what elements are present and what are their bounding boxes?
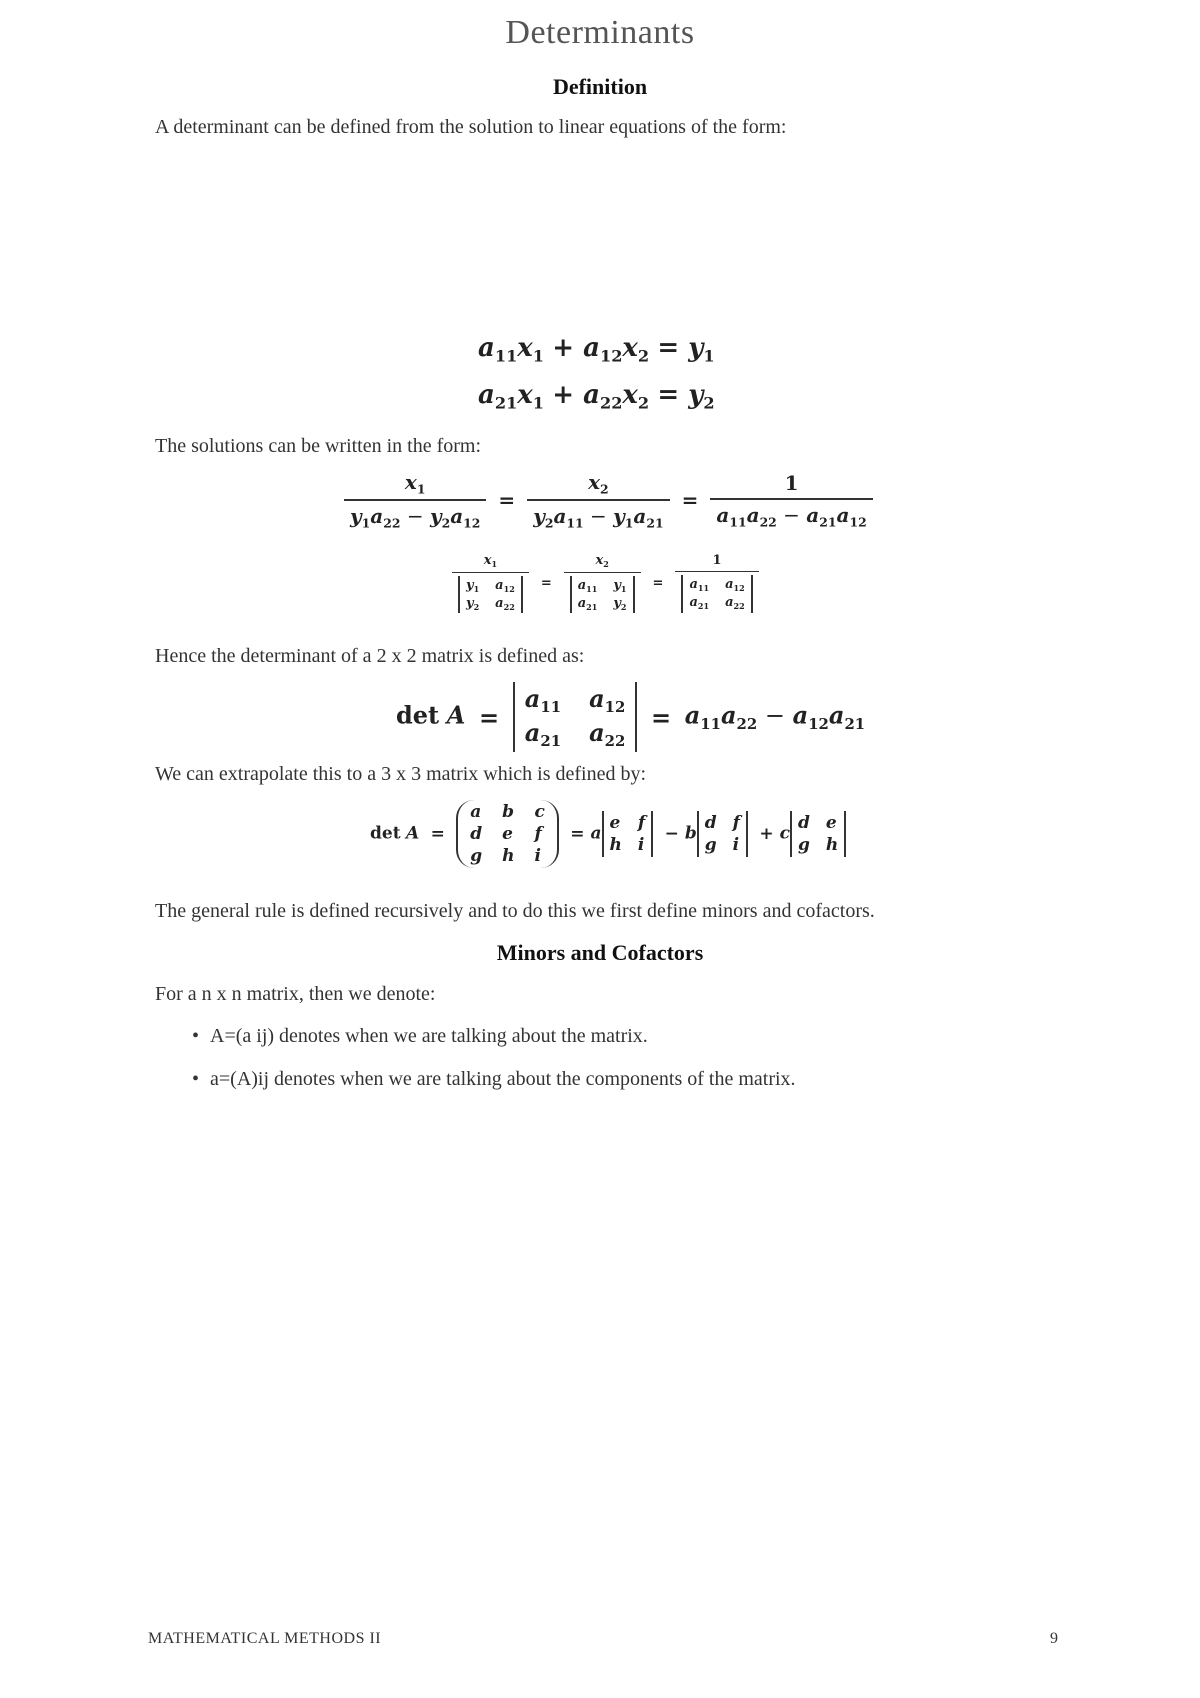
extrapolate-text: We can extrapolate this to a 3 x 3 matrix which is defined by: <box>155 763 647 785</box>
numerator-one: 1 <box>784 471 799 496</box>
det-label: det <box>396 700 440 730</box>
solution-fractions: $\frac{x_1}{y_1a_{22} - y_2a_{12}}$ = $\frac{x_2}{y_2a_{11} - y_1a_{21}}$ = $\frac{1}{a_{11}a_{22} - a_{21}a_{12}}$ <box>338 470 879 531</box>
solutions-text: The solutions can be written in the form: <box>155 435 482 457</box>
det-2x2-formula: det A = $a_{11}$ $a_{12}$ $a_{21}$ $a_{22}$ = $a_{11}a_{22} - a_{12}a_{21}$ <box>396 684 866 751</box>
numerator-one-small: 1 <box>712 553 722 569</box>
hence-text: Hence the determinant of a 2 x 2 matrix is defined as: <box>155 645 585 667</box>
definition-heading: Definition <box>552 74 648 99</box>
equation-2: $a_{21}x_1 + a_{22}x_2 = y_2$ <box>478 380 715 413</box>
page-title: Determinants <box>505 14 695 51</box>
general-rule-text: The general rule is defined recursively and to do this we first define minors and cofactors. <box>155 900 875 922</box>
det-label-3x3: det <box>370 823 401 844</box>
bullet-text: A=(a ij) denotes when we are talking about the matrix. <box>210 1025 648 1047</box>
definition-intro: A determinant can be defined from the solution to linear equations of the form: <box>155 116 787 138</box>
bullet-text: a=(A)ij denotes when we are talking about the components of the matrix. <box>210 1068 796 1090</box>
equation-1: $a_{11}x_1 + a_{12}x_2 = y_1$ <box>478 333 715 366</box>
minors-intro: For a n x n matrix, then we denote: <box>155 983 436 1005</box>
page-number: 9 <box>1050 1630 1058 1647</box>
bullet-icon: • <box>192 1025 200 1047</box>
list-item <box>192 1068 796 1091</box>
det-3x3-formula: det A = a b c d e f g h i = a e f h i − b d f g i + c d e g h <box>370 800 846 868</box>
list-item <box>192 1025 648 1048</box>
bullet-icon: • <box>192 1068 200 1090</box>
minors-cofactors-heading: Minors and Cofactors <box>496 940 704 965</box>
solution-determinant-row: $x_1$ $y_1$ $a_{12}$ $y_2$ $a_{22}$ = $x_2$ $a_{11}$ $y_1$ $a_{21}$ $y_2$ = 1 $a_{11}$ $a_{12}$ $a_{21}$ $a_{22}$ <box>446 553 765 613</box>
footer-course-title: MATHEMATICAL METHODS II <box>148 1630 382 1647</box>
